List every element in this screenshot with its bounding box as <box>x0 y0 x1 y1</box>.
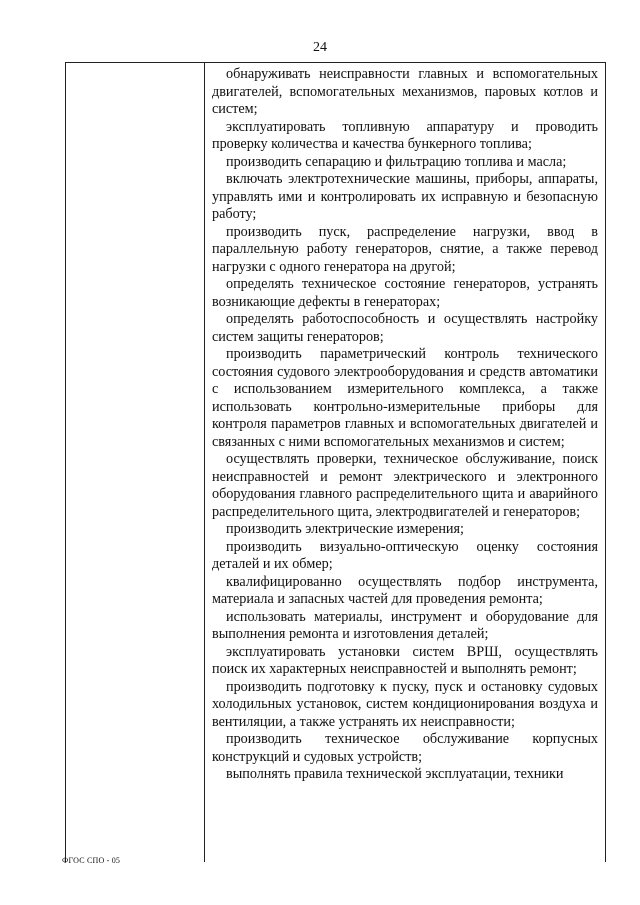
page-number: 24 <box>313 40 327 55</box>
skill-paragraph: включать электротехнические машины, приборы, аппараты, управлять ими и контролировать их исправную и безопасную работу; <box>212 171 598 222</box>
skill-paragraph: эксплуатировать установки систем ВРШ, осуществлять поиск их характерных неисправностей и выполнять ремонт; <box>212 643 598 677</box>
document-footer: ФГОС СПО - 05 <box>62 856 121 865</box>
table-left-column <box>66 63 205 862</box>
skill-paragraph: обнаруживать неисправности главных и вспомогательных двигателей, вспомогательных механизмов, паровых котлов и систем; <box>212 66 598 117</box>
skill-paragraph: производить электрические измерения; <box>226 521 464 537</box>
skill-paragraph: производить техническое обслуживание корпусных конструкций и судовых устройств; <box>212 731 598 765</box>
skill-paragraph: производить параметрический контроль технического состояния судового электрооборудования и средств автоматики с использованием измерительного комплекса, а также использовать контрольно-измерительные приборы для контроля параметров главных и вспомогательных двигателей и связанных с ними вспомогательных механизмов и систем; <box>212 346 598 450</box>
skill-paragraph: использовать материалы, инструмент и оборудование для выполнения ремонта и изготовления деталей; <box>212 608 598 642</box>
skill-paragraph: квалифицированно осуществлять подбор инструмента, материала и запасных частей для проведения ремонта; <box>212 573 598 607</box>
skill-paragraph: производить пуск, распределение нагрузки, ввод в параллельную работу генераторов, снятие, а также перевод нагрузки с одного генератора на другой; <box>212 223 598 275</box>
skill-paragraph: производить подготовку к пуску, пуск и остановку судовых холодильных установок, систем кондиционирования воздуха и вентиляции, а также устранять их неисправности; <box>212 678 598 730</box>
content-table <box>65 62 606 862</box>
skill-paragraph: производить сепарацию и фильтрацию топлива и масла; <box>226 153 567 170</box>
table-right-column <box>205 63 605 862</box>
skill-paragraph: осуществлять проверки, техническое обслуживание, поиск неисправностей и ремонт электрического и электронного оборудования главного распределительного щита и аварийного распределительного щита, электродвигателей и генераторов; <box>212 451 598 520</box>
skill-paragraph: выполнять правила технической эксплуатации, техники <box>226 766 564 782</box>
skill-paragraph: эксплуатировать топливную аппаратуру и проводить проверку количества и качества бункерного топлива; <box>212 118 598 152</box>
skill-paragraph: определять техническое состояние генераторов, устранять возникающие дефекты в генераторах; <box>212 276 598 310</box>
skill-paragraph: определять работоспособность и осуществлять настройку систем защиты генераторов; <box>212 311 598 345</box>
skill-paragraph: производить визуально-оптическую оценку состояния деталей и их обмер; <box>212 538 598 572</box>
